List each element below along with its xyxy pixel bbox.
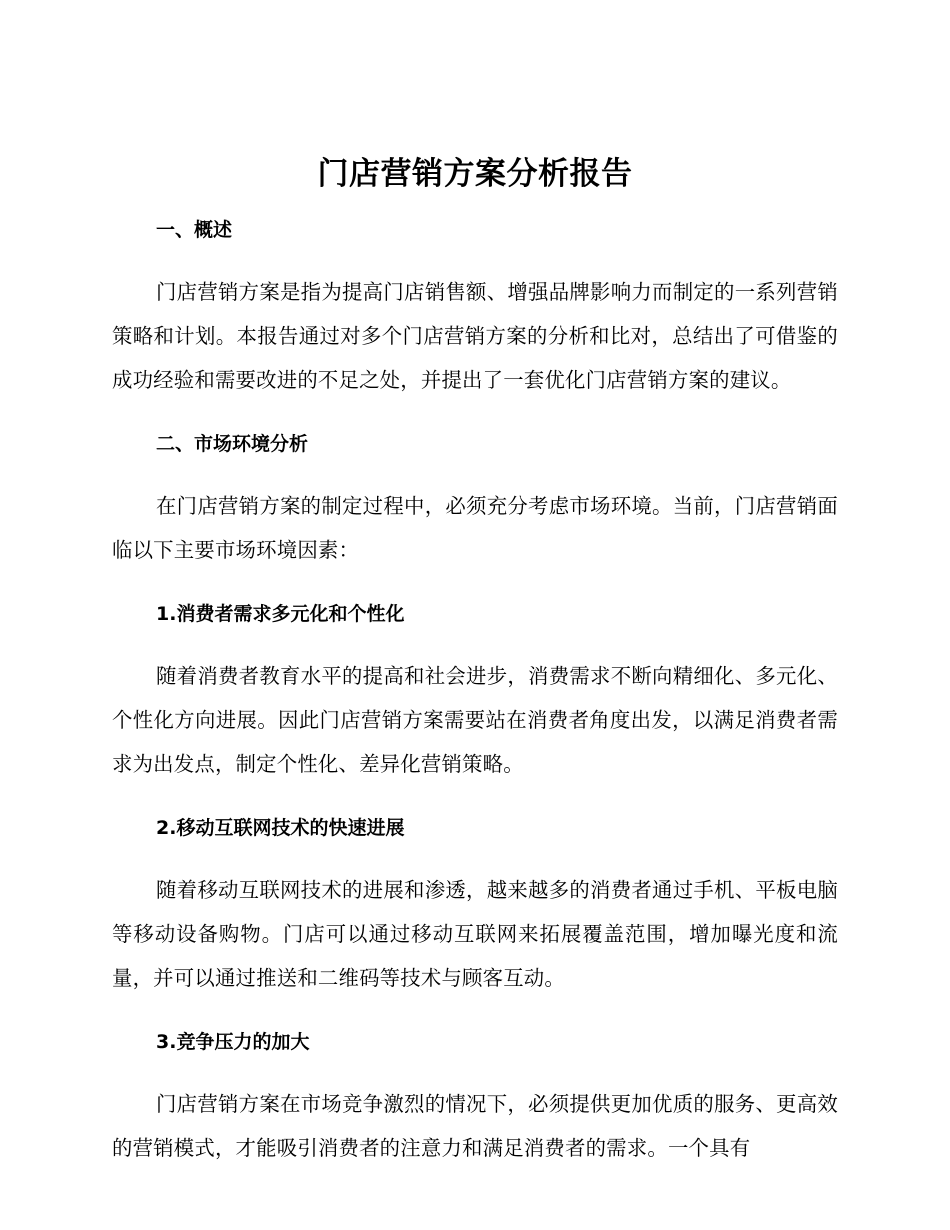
subsection-heading-consumer-demand: 1.消费者需求多元化和个性化: [156, 603, 405, 625]
section-heading-overview: 一、概述: [156, 219, 233, 241]
subsection-paragraph-consumer-demand: 随着消费者教育水平的提高和社会进步，消费需求不断向精细化、多元化、个性化方向进展。因此门店营销方案需要站在消费者角度出发，以满足消费者需求为出发点，制定个性化、差异化营销策略。: [112, 664, 838, 776]
subsection-heading-competition: 3.竞争压力的加大: [156, 1031, 310, 1053]
subsection-heading-mobile-internet: 2.移动互联网技术的快速进展: [156, 817, 405, 839]
subsection-paragraph-competition: 门店营销方案在市场竞争激烈的情况下，必须提供更加优质的服务、更高效的营销模式，才能吸引消费者的注意力和满足消费者的需求。一个具有: [112, 1092, 838, 1160]
section-paragraph-market-environment: 在门店营销方案的制定过程中，必须充分考虑市场环境。当前，门店营销面临以下主要市场环境因素：: [112, 494, 838, 562]
page-title: 门店营销方案分析报告: [317, 156, 633, 192]
subsection-paragraph-mobile-internet: 随着移动互联网技术的进展和渗透，越来越多的消费者通过手机、平板电脑等移动设备购物。门店可以通过移动互联网来拓展覆盖范围，增加曝光度和流量，并可以通过推送和二维码等技术与顾客互动。: [112, 878, 838, 990]
section-paragraph-overview: 门店营销方案是指为提高门店销售额、增强品牌影响力而制定的一系列营销策略和计划。本报告通过对多个门店营销方案的分析和比对，总结出了可借鉴的成功经验和需要改进的不足之处，并提出了一套优化门店营销方案的建议。: [112, 280, 838, 392]
section-heading-market-environment: 二、市场环境分析: [156, 433, 309, 455]
